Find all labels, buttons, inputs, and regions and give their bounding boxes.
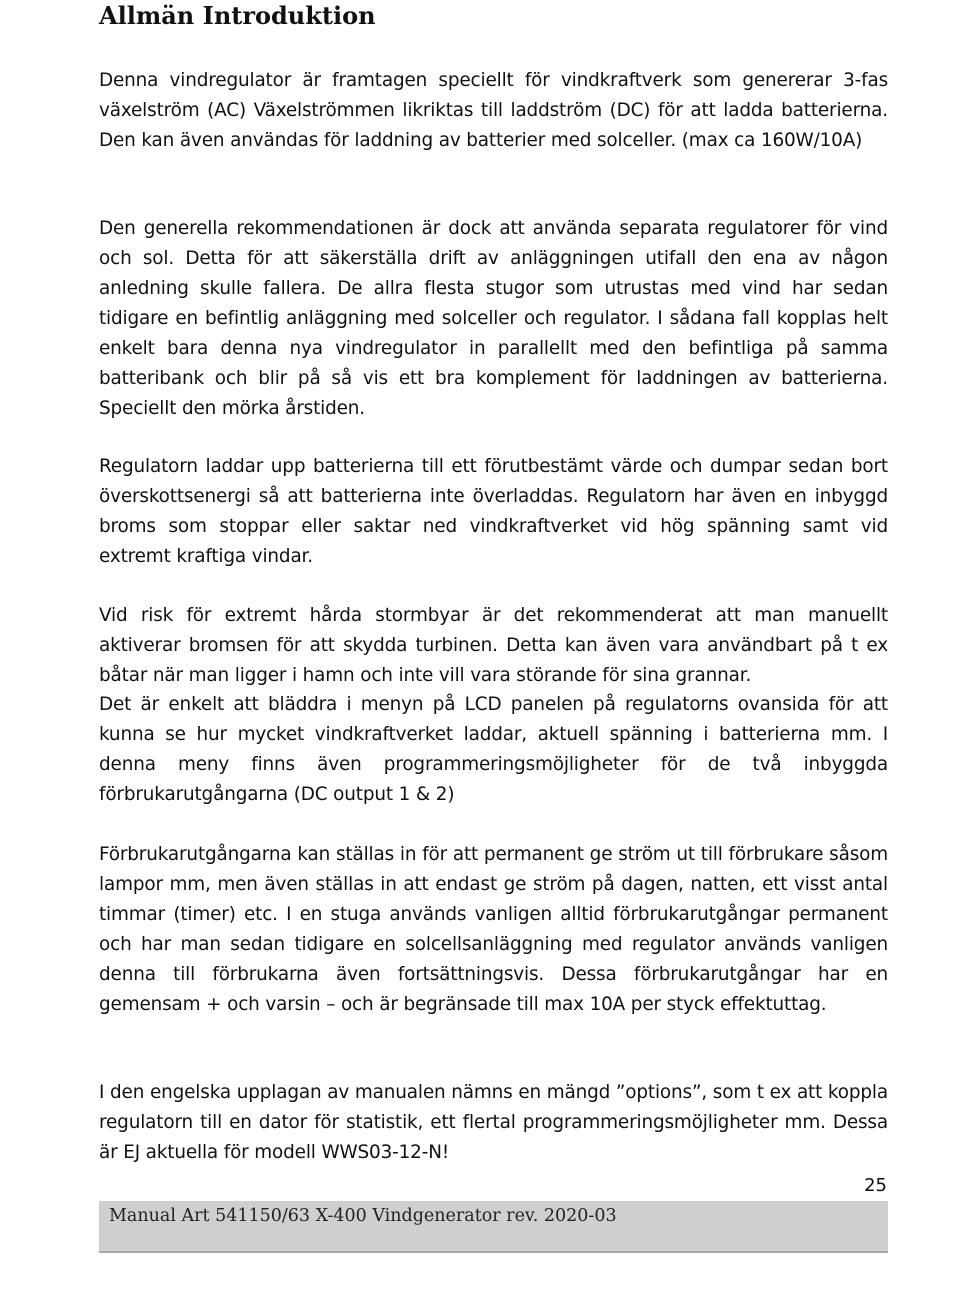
paragraph-recommendation: Den generella rekommendationen är dock att använda separata regulatorer för vind och sol. Detta för att säkerställa drift av anläggningen utifall den ena av någon anledning skulle fallera. De allra flesta stugor som utrustas med vind har sedan tidigare en befintlig anläggning med solceller och regulator. I sådana fall kopplas helt enkelt bara denna nya vindregulator in parallellt med den befintliga på samma batteribank och blir på så vis ett bra komplement för laddningen av batterierna. Speciellt den mörka årstiden. — [99, 218, 888, 419]
paragraph-options-note: I den engelska upplagan av manualen nämns en mängd ”options”, som t ex att koppla regulatorn till en dator för statistik, ett flertal programmeringsmöjligheter mm. Dessa är EJ aktuella för modell WWS03-12-N! — [99, 1082, 888, 1163]
paragraph-charging: Regulatorn laddar upp batterierna till ett förutbestämt värde och dumpar sedan bort överskottsenergi så att batterierna inte överladdas. Regulatorn har även en inbyggd broms som stoppar eller saktar ned vindkraftverket vid hög spänning samt vid extremt kraftiga vindar. — [99, 456, 888, 567]
footer-bar — [99, 1201, 888, 1253]
paragraph-intro: Denna vindregulator är framtagen speciellt för vindkraftverk som genererar 3-fas växelström (AC) Växelströmmen likriktas till laddström (DC) för att ladda batterierna. Den kan även användas för laddning av batterier med solceller. (max ca 160W/10A) — [99, 70, 888, 151]
page-number: 25 — [864, 1175, 887, 1196]
paragraph-load-outputs: Förbrukarutgångarna kan ställas in för att permanent ge ström ut till förbrukare såsom lampor mm, men även ställas in att endast ge ström på dagen, natten, ett visst antal timmar (timer) etc. I en stuga används vanligen alltid förbrukarutgångar permanent och har man sedan tidigare en solcellsanläggning med regulator används vanligen denna till förbrukarna även fortsättningsvis. Dessa förbrukarutgångar har en gemensam + och varsin – och är begränsade till max 10A per styck effektuttag. — [99, 844, 888, 1015]
paragraph-lcd-menu: Det är enkelt att bläddra i menyn på LCD panelen på regulatorns ovansida för att kunna se hur mycket vindkraftverket laddar, aktuell spänning i batterierna mm. I denna meny finns även programmeringsmöjligheter för de två inbyggda förbrukarutgångarna (DC output 1 & 2) — [99, 694, 888, 805]
footer-text: Manual Art 541150/63 X-400 Vindgenerator rev. 2020-03 — [109, 1206, 617, 1226]
paragraph-storm-brake: Vid risk för extremt hårda stormbyar är det rekommenderat att man manuellt aktiverar bromsen för att skydda turbinen. Detta kan även vara användbart på t ex båtar när man ligger i hamn och inte vill vara störande för sina grannar. — [99, 605, 888, 686]
page-title: Allmän Introduktion — [99, 1, 376, 30]
